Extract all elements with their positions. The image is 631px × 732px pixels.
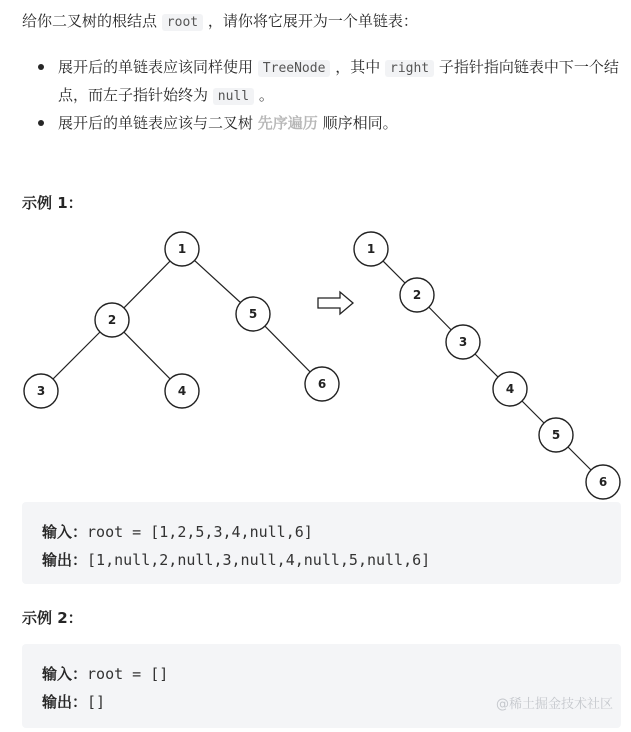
requirement-item — [38, 54, 626, 110]
code-treenode: TreeNode — [258, 60, 331, 77]
tree-edges — [41, 249, 322, 391]
requirement-text: 展开后的单链表应该与二叉树 — [58, 114, 254, 132]
svg-text:5: 5 — [551, 428, 561, 442]
input-value: root = [] — [87, 665, 169, 683]
intro-suffix: ，请你将它展开为一个单链表： — [207, 12, 418, 30]
intro-code-root: root — [162, 14, 203, 31]
requirement-item — [38, 110, 626, 136]
input-label: 输入： — [42, 523, 88, 541]
input-label: 输入： — [42, 665, 88, 683]
requirements-list — [38, 54, 626, 136]
svg-text:2: 2 — [412, 288, 422, 302]
example-1-input-line — [42, 518, 601, 546]
example-1-diagram — [0, 222, 631, 502]
svg-text:4: 4 — [505, 382, 515, 396]
example-1-output-line — [42, 546, 601, 574]
example-1-code-block — [22, 502, 621, 584]
watermark: @稀土掘金技术社区 — [495, 697, 613, 712]
list-node — [493, 372, 527, 406]
tree-node — [236, 297, 270, 331]
svg-text:1: 1 — [366, 242, 376, 256]
output-value: [] — [87, 693, 106, 711]
example-1-title: 示例 1： — [22, 194, 83, 212]
svg-text:4: 4 — [177, 384, 187, 398]
svg-text:6: 6 — [598, 475, 608, 489]
svg-text:3: 3 — [458, 335, 468, 349]
svg-text:3: 3 — [36, 384, 46, 398]
problem-intro — [22, 10, 418, 34]
tree-node — [165, 232, 199, 266]
example-2-code-block — [22, 644, 621, 728]
code-right: right — [385, 60, 434, 77]
tree-node — [165, 374, 199, 408]
svg-text:1: 1 — [177, 242, 187, 256]
requirement-text: ，其中 — [335, 58, 381, 76]
example-2-title: 示例 2： — [22, 609, 83, 627]
intro-prefix: 给你二叉树的根结点 — [22, 12, 158, 30]
input-value: root = [1,2,5,3,4,null,6] — [87, 523, 313, 541]
requirement-text: 顺序相同。 — [322, 114, 398, 132]
output-label: 输出： — [42, 693, 88, 711]
requirement-text: 子指针指向链表中下一个结点，而左子指针始终为 — [58, 58, 619, 104]
preorder-link[interactable]: 先序遍历 — [257, 114, 318, 132]
right-arrow-icon — [318, 292, 353, 314]
tree-node — [95, 303, 129, 337]
list-node — [586, 465, 620, 499]
output-value: [1,null,2,null,3,null,4,null,5,null,6] — [87, 551, 431, 569]
code-null: null — [213, 88, 254, 105]
list-node — [446, 325, 480, 359]
tree-node — [24, 374, 58, 408]
example-2-input-line — [42, 660, 601, 688]
requirement-text: 展开后的单链表应该同样使用 — [58, 58, 254, 76]
list-node — [400, 278, 434, 312]
list-node — [354, 232, 388, 266]
svg-text:5: 5 — [248, 307, 258, 321]
requirement-text: 。 — [258, 86, 274, 104]
output-label: 输出： — [42, 551, 88, 569]
list-node — [539, 418, 573, 452]
svg-text:6: 6 — [317, 377, 327, 391]
svg-text:2: 2 — [107, 313, 117, 327]
tree-node — [305, 367, 339, 401]
